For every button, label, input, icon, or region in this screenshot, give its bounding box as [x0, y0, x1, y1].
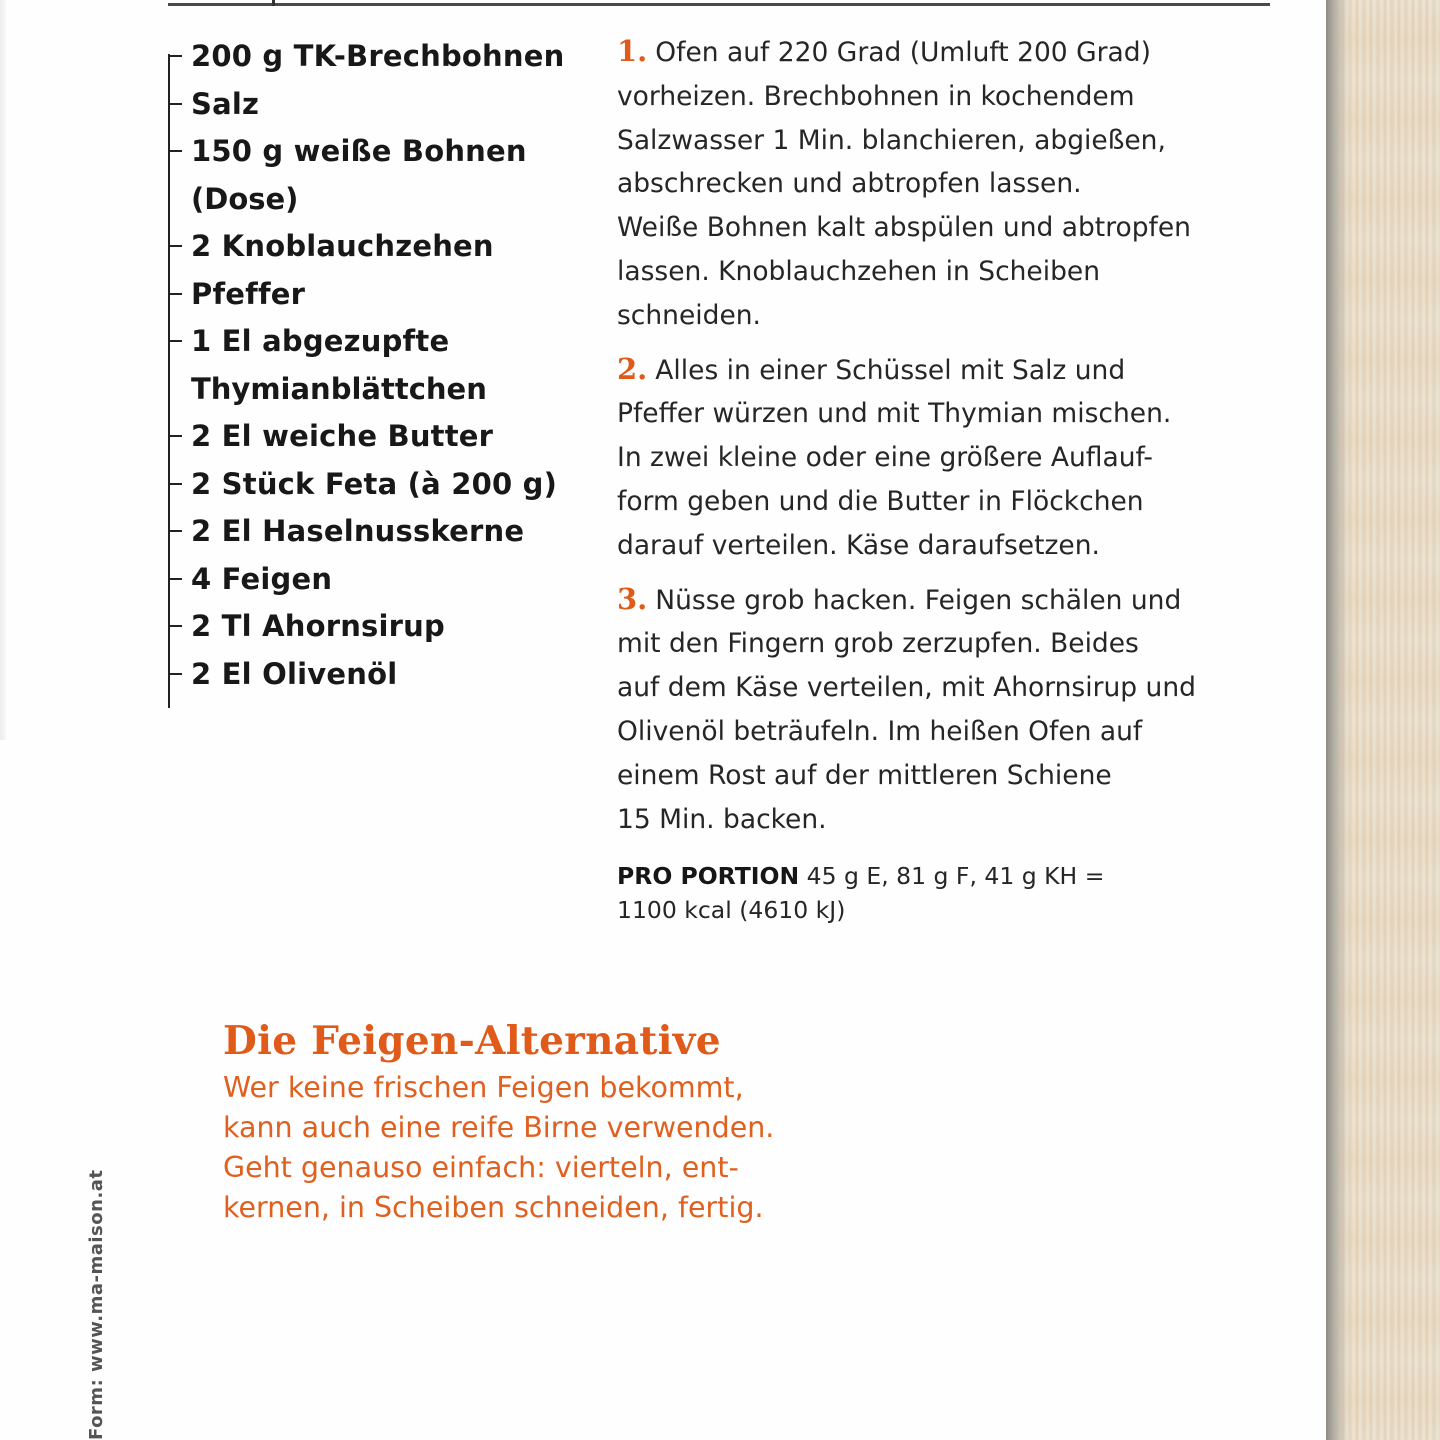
step-3	[617, 578, 1277, 842]
ingredient-item	[168, 556, 588, 604]
page-edge-left	[0, 0, 6, 740]
step-line: Olivenöl beträufeln. Im heißen Ofen auf	[617, 715, 1143, 747]
ingredient-text: (Dose)	[191, 181, 299, 216]
ingredient-text: 4 Feigen	[191, 561, 333, 596]
nutrition-energy: 1100 kcal (4610 kJ)	[617, 896, 846, 925]
step-line: Pfeffer würzen und mit Thymian mischen.	[617, 398, 1172, 430]
bracket-tick	[168, 435, 182, 437]
ingredient-item	[168, 651, 588, 699]
bracket-tick	[168, 483, 182, 485]
nutrition-values: 45 g E, 81 g F, 41 g KH =	[806, 862, 1105, 891]
ingredient-text: Pfeffer	[191, 276, 306, 311]
tip-body	[223, 1068, 863, 1228]
step-line: form geben und die Butter in Flöckchen	[617, 485, 1144, 517]
bracket-tick	[168, 625, 182, 627]
step-text: Nüsse grob hacken. Feigen schälen und	[655, 584, 1182, 616]
step-line: einem Rost auf der mittleren Schiene	[617, 759, 1112, 791]
bracket-tick	[168, 150, 182, 152]
tip-line: kann auch eine reife Birne verwenden.	[223, 1111, 775, 1144]
step-line: lassen. Knoblauchzehen in Scheiben	[617, 255, 1101, 287]
bracket-tick	[168, 578, 182, 580]
top-rule-divider	[168, 3, 1270, 6]
ingredient-item	[168, 33, 588, 81]
bracket-tick	[168, 340, 182, 342]
step-line: In zwei kleine oder eine größere Auflauf-	[617, 442, 1153, 474]
ingredient-text: 150 g weiße Bohnen	[191, 134, 527, 168]
ingredient-item	[168, 223, 588, 271]
ingredient-text: 2 Stück Feta (à 200 g)	[191, 466, 558, 501]
step-line: abschrecken und abtropfen lassen.	[617, 168, 1082, 200]
step-text: Ofen auf 220 Grad (Umluft 200 Grad)	[655, 37, 1151, 68]
ingredient-text: Salz	[191, 86, 260, 121]
step-line: vorheizen. Brechbohnen in kochendem	[617, 80, 1135, 112]
bracket-tick	[168, 55, 182, 57]
photo-credit: Form: www.ma-maison.at	[86, 1169, 107, 1440]
step-line: mit den Fingern grob zerzupfen. Beides	[617, 628, 1139, 660]
ingredients-items	[168, 33, 588, 698]
bracket-tick	[168, 293, 182, 295]
ingredient-text: 2 El Olivenöl	[191, 656, 398, 691]
ingredient-item	[168, 128, 588, 176]
tip-title: Die Feigen-Alternative	[223, 1018, 721, 1064]
step-number: 1.	[617, 34, 648, 68]
ingredient-text: 2 El weiche Butter	[191, 419, 494, 453]
step-line: auf dem Käse verteilen, mit Ahornsirup und	[617, 672, 1196, 704]
ingredients-list	[168, 33, 588, 698]
step-1	[617, 30, 1277, 338]
step-number: 3.	[617, 581, 648, 616]
tip-line: kernen, in Scheiben schneiden, fertig.	[223, 1191, 764, 1224]
top-rule-tick	[272, 0, 275, 6]
ingredient-item-continuation	[168, 366, 588, 414]
ingredient-item	[168, 271, 588, 319]
step-line: darauf verteilen. Käse daraufsetzen.	[617, 529, 1100, 561]
ingredient-text: 2 El Haselnusskerne	[191, 514, 525, 548]
ingredient-item	[168, 413, 588, 461]
page-shadow	[1326, 0, 1348, 1440]
ingredient-item	[168, 508, 588, 556]
bracket-tick	[168, 530, 182, 532]
tip-section	[223, 1014, 863, 1228]
ingredient-item	[168, 318, 588, 366]
ingredient-item	[168, 603, 588, 651]
bracket-tick	[168, 103, 182, 105]
bracket-tick	[168, 673, 182, 675]
ingredient-item-continuation	[168, 176, 588, 224]
nutrition-info	[617, 859, 1277, 927]
step-line	[617, 578, 1277, 623]
ingredient-text: 1 El abgezupfte	[191, 324, 450, 358]
ingredient-text: 2 Knoblauchzehen	[191, 229, 494, 263]
step-line: Salzwasser 1 Min. blanchieren, abgießen,	[617, 124, 1166, 156]
step-line: 15 Min. backen.	[617, 803, 827, 835]
step-line: schneiden.	[617, 299, 761, 331]
tip-line: Geht genauso einfach: vierteln, ent-	[223, 1151, 739, 1184]
ingredient-text: 200 g TK-Brechbohnen	[191, 39, 565, 73]
step-text: Alles in einer Schüssel mit Salz und	[655, 354, 1126, 386]
step-line	[617, 348, 1277, 393]
step-line	[617, 30, 1277, 75]
step-2	[617, 348, 1277, 568]
ingredient-text: 2 Tl Ahornsirup	[191, 609, 445, 643]
tip-line: Wer keine frischen Feigen bekommt,	[223, 1071, 744, 1104]
step-number: 2.	[617, 351, 648, 386]
ingredient-text: Thymianblättchen	[191, 371, 487, 406]
nutrition-line	[617, 859, 1277, 893]
step-line: Weiße Bohnen kalt abspülen und abtropfen	[617, 212, 1191, 244]
ingredient-item	[168, 461, 588, 509]
bracket-tick	[168, 245, 182, 247]
instructions	[617, 30, 1277, 927]
nutrition-label: PRO PORTION	[617, 862, 800, 891]
ingredient-item	[168, 81, 588, 129]
